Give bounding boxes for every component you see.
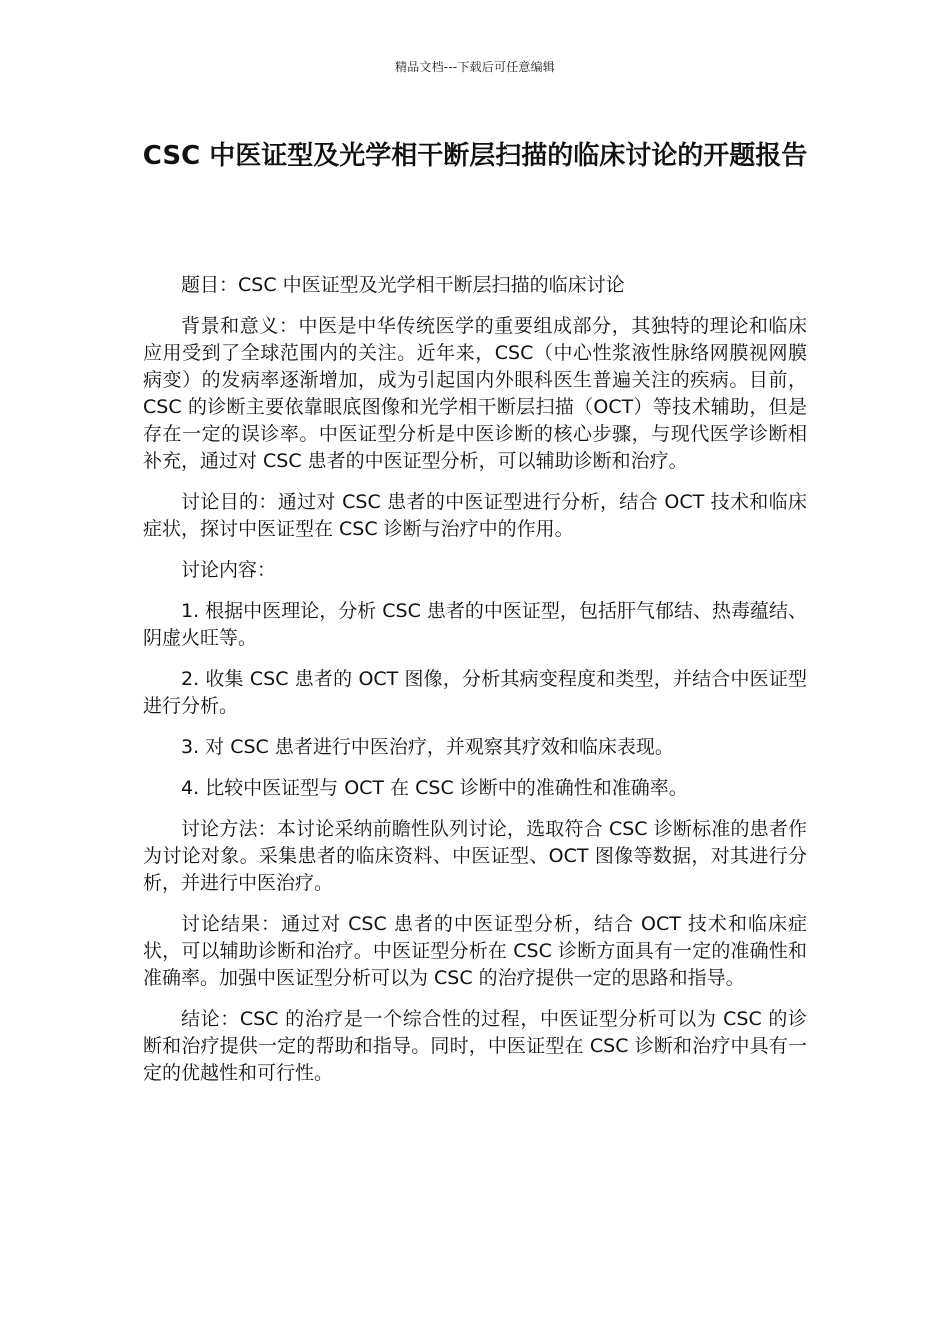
paragraph-results: 讨论结果：通过对 CSC 患者的中医证型分析，结合 OCT 技术和临床症状，可以辅助诊断和治疗。中医证型分析在 CSC 诊断方面具有一定的准确性和准确率。加强中医证型分析可以为 CSC 的治疗提供一定的思路和指导。 xyxy=(143,913,807,989)
document-title: CSC 中医证型及光学相干断层扫描的临床讨论的开题报告 xyxy=(142,141,808,171)
paragraph-content-item-4: 4. 比较中医证型与 OCT 在 CSC 诊断中的准确性和准确率。 xyxy=(181,777,688,799)
paragraph-topic: 题目：CSC 中医证型及光学相干断层扫描的临床讨论 xyxy=(181,274,625,296)
paragraph-content-item-3: 3. 对 CSC 患者进行中医治疗，并观察其疗效和临床表现。 xyxy=(181,736,674,758)
paragraph-conclusion: 结论：CSC 的治疗是一个综合性的过程，中医证型分析可以为 CSC 的诊断和治疗提供一定的帮助和指导。同时，中医证型在 CSC 诊断和治疗中具有一定的优越性和可行性。 xyxy=(143,1008,807,1084)
paragraph-content-item-1: 1. 根据中医理论，分析 CSC 患者的中医证型，包括肝气郁结、热毒蕴结、阴虚火旺等。 xyxy=(143,600,807,649)
paragraph-purpose: 讨论目的：通过对 CSC 患者的中医证型进行分析，结合 OCT 技术和临床症状，探讨中医证型在 CSC 诊断与治疗中的作用。 xyxy=(143,491,807,540)
paragraph-content-heading: 讨论内容： xyxy=(181,559,277,581)
paragraph-method: 讨论方法：本讨论采纳前瞻性队列讨论，选取符合 CSC 诊断标准的患者作为讨论对象。采集患者的临床资料、中医证型、OCT 图像等数据，对其进行分析，并进行中医治疗。 xyxy=(143,818,807,894)
paragraph-content-item-2: 2. 收集 CSC 患者的 OCT 图像，分析其病变程度和类型，并结合中医证型进行分析。 xyxy=(143,668,807,717)
paragraph-background: 背景和意义：中医是中华传统医学的重要组成部分，其独特的理论和临床应用受到了全球范围内的关注。近年来，CSC（中心性浆液性脉络网膜视网膜病变）的发病率逐渐增加，成为引起国内外眼科医生普遍关注的疾病。目前，CSC 的诊断主要依靠眼底图像和光学相干断层扫描（OCT）等技术辅助，但是存在一定的误诊率。中医证型分析是中医诊断的核心步骤，与现代医学诊断相补充，通过对 CSC 患者的中医证型分析，可以辅助诊断和治疗。 xyxy=(143,315,807,472)
header-note: 精品文档---下载后可任意编辑 xyxy=(395,60,555,74)
document-body xyxy=(143,272,807,1101)
